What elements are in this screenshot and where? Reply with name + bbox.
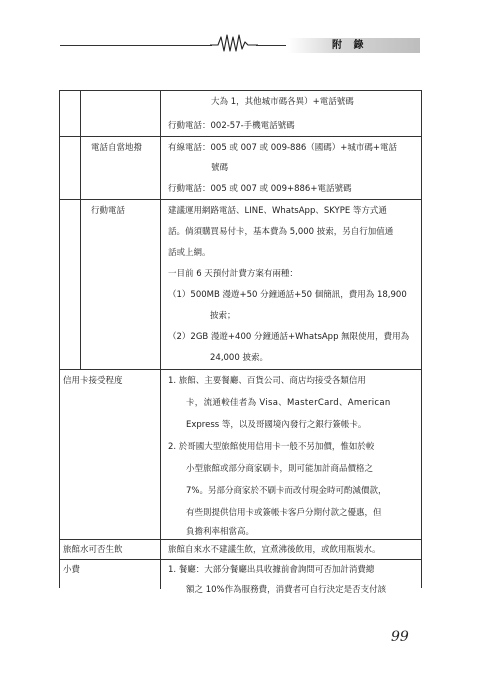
row-text: 行動電話：002-57-手機電話號碼 (168, 121, 295, 131)
heartbeat-icon (210, 32, 258, 54)
row-text: 額之 10%作為服務費，消費者可自行決定是否支付該 (186, 585, 387, 595)
group-column-cell (60, 200, 81, 369)
row-label: 旅館水可否生飲 (63, 545, 123, 555)
header-rule-left (60, 45, 212, 46)
row-label-cell (60, 560, 161, 589)
row-text: 1. 旅館、主要餐廳、百貨公司、商店均接受各類信用 (168, 376, 366, 386)
row-text: 24,000 披索。 (210, 353, 268, 363)
table-row-mobile (60, 200, 421, 370)
row-text: 行動電話：005 或 007 或 009+886+電話號碼 (168, 184, 352, 194)
section-title: 附 錄 (332, 40, 368, 51)
row-label: 信用卡接受程度 (63, 376, 123, 386)
row-label: 行動電話 (91, 206, 126, 216)
page-number: 99 (391, 629, 409, 645)
row-text: 有些則提供信用卡或簽帳卡客戶分期付款之優惠，但 (186, 508, 382, 518)
row-text: 卡，流通較佳者為 Visa、MasterCard、American (186, 398, 391, 408)
row-text: 7%。另部分商家於不刷卡而改付現金時可酌減價款， (186, 486, 387, 496)
row-text: 小型旅館或部分商家刷卡，則可能加計商品價格之 (186, 464, 374, 474)
row-text: 負擔利率相當高。 (186, 527, 255, 537)
row-text: 有線電話：005 或 007 或 009-886（國碼）+城市碼+電話 (168, 143, 398, 153)
row-text: （1）500MB 漫遊+50 分鐘通話+50 個簡訊，費用為 18,900 (168, 290, 407, 300)
info-table (59, 90, 422, 595)
row-text: （2）2GB 漫遊+400 分鐘通話+WhatsApp 無限使用，費用為 (168, 332, 410, 342)
row-label-cell (81, 200, 161, 369)
table-row-local-call (60, 137, 421, 200)
row-label-cell (60, 370, 161, 539)
page-header (60, 32, 420, 54)
header-rule-right (256, 45, 286, 46)
table-row-credit-card (60, 370, 421, 540)
row-label-cell (81, 137, 161, 199)
row-text: 披索； (210, 311, 236, 321)
row-label: 電話自當地撥 (91, 143, 143, 153)
row-text: 2. 於哥國大型旅館使用信用卡一般不另加價，惟如於較 (168, 442, 375, 452)
table-row-water (60, 540, 421, 560)
section-tab (288, 38, 420, 53)
row-text: Express 等，以及哥國境內發行之銀行簽帳卡。 (186, 420, 367, 430)
row-text: 旅館自來水不建議生飲，宜煮沸後飲用，或飲用瓶裝水。 (168, 545, 381, 555)
row-text: 一目前 6 天預付計費方案有兩種： (168, 269, 298, 279)
table-row-tipping (60, 560, 421, 595)
row-label: 小費 (63, 565, 81, 575)
row-label-cell (81, 91, 161, 136)
row-text: 建議運用網路電話、LINE、WhatsApp、SKYPE 等方式通 (168, 206, 387, 216)
group-column-cell (60, 137, 81, 199)
row-text: 1. 餐廳：大部分餐廳出具收據前會詢問可否加計消費總 (168, 565, 375, 575)
row-text: 號碼 (211, 163, 229, 173)
row-label-cell (60, 540, 161, 559)
row-text: 大為 1，其他城市碼各異）+電話號碼 (211, 97, 354, 107)
group-column-cell (60, 91, 81, 136)
row-text: 話或上網。 (168, 248, 211, 258)
row-text: 話。倘須購買易付卡，基本費為 5,000 披索，另自行加值通 (168, 227, 394, 237)
table-row-intl-call (60, 91, 421, 137)
